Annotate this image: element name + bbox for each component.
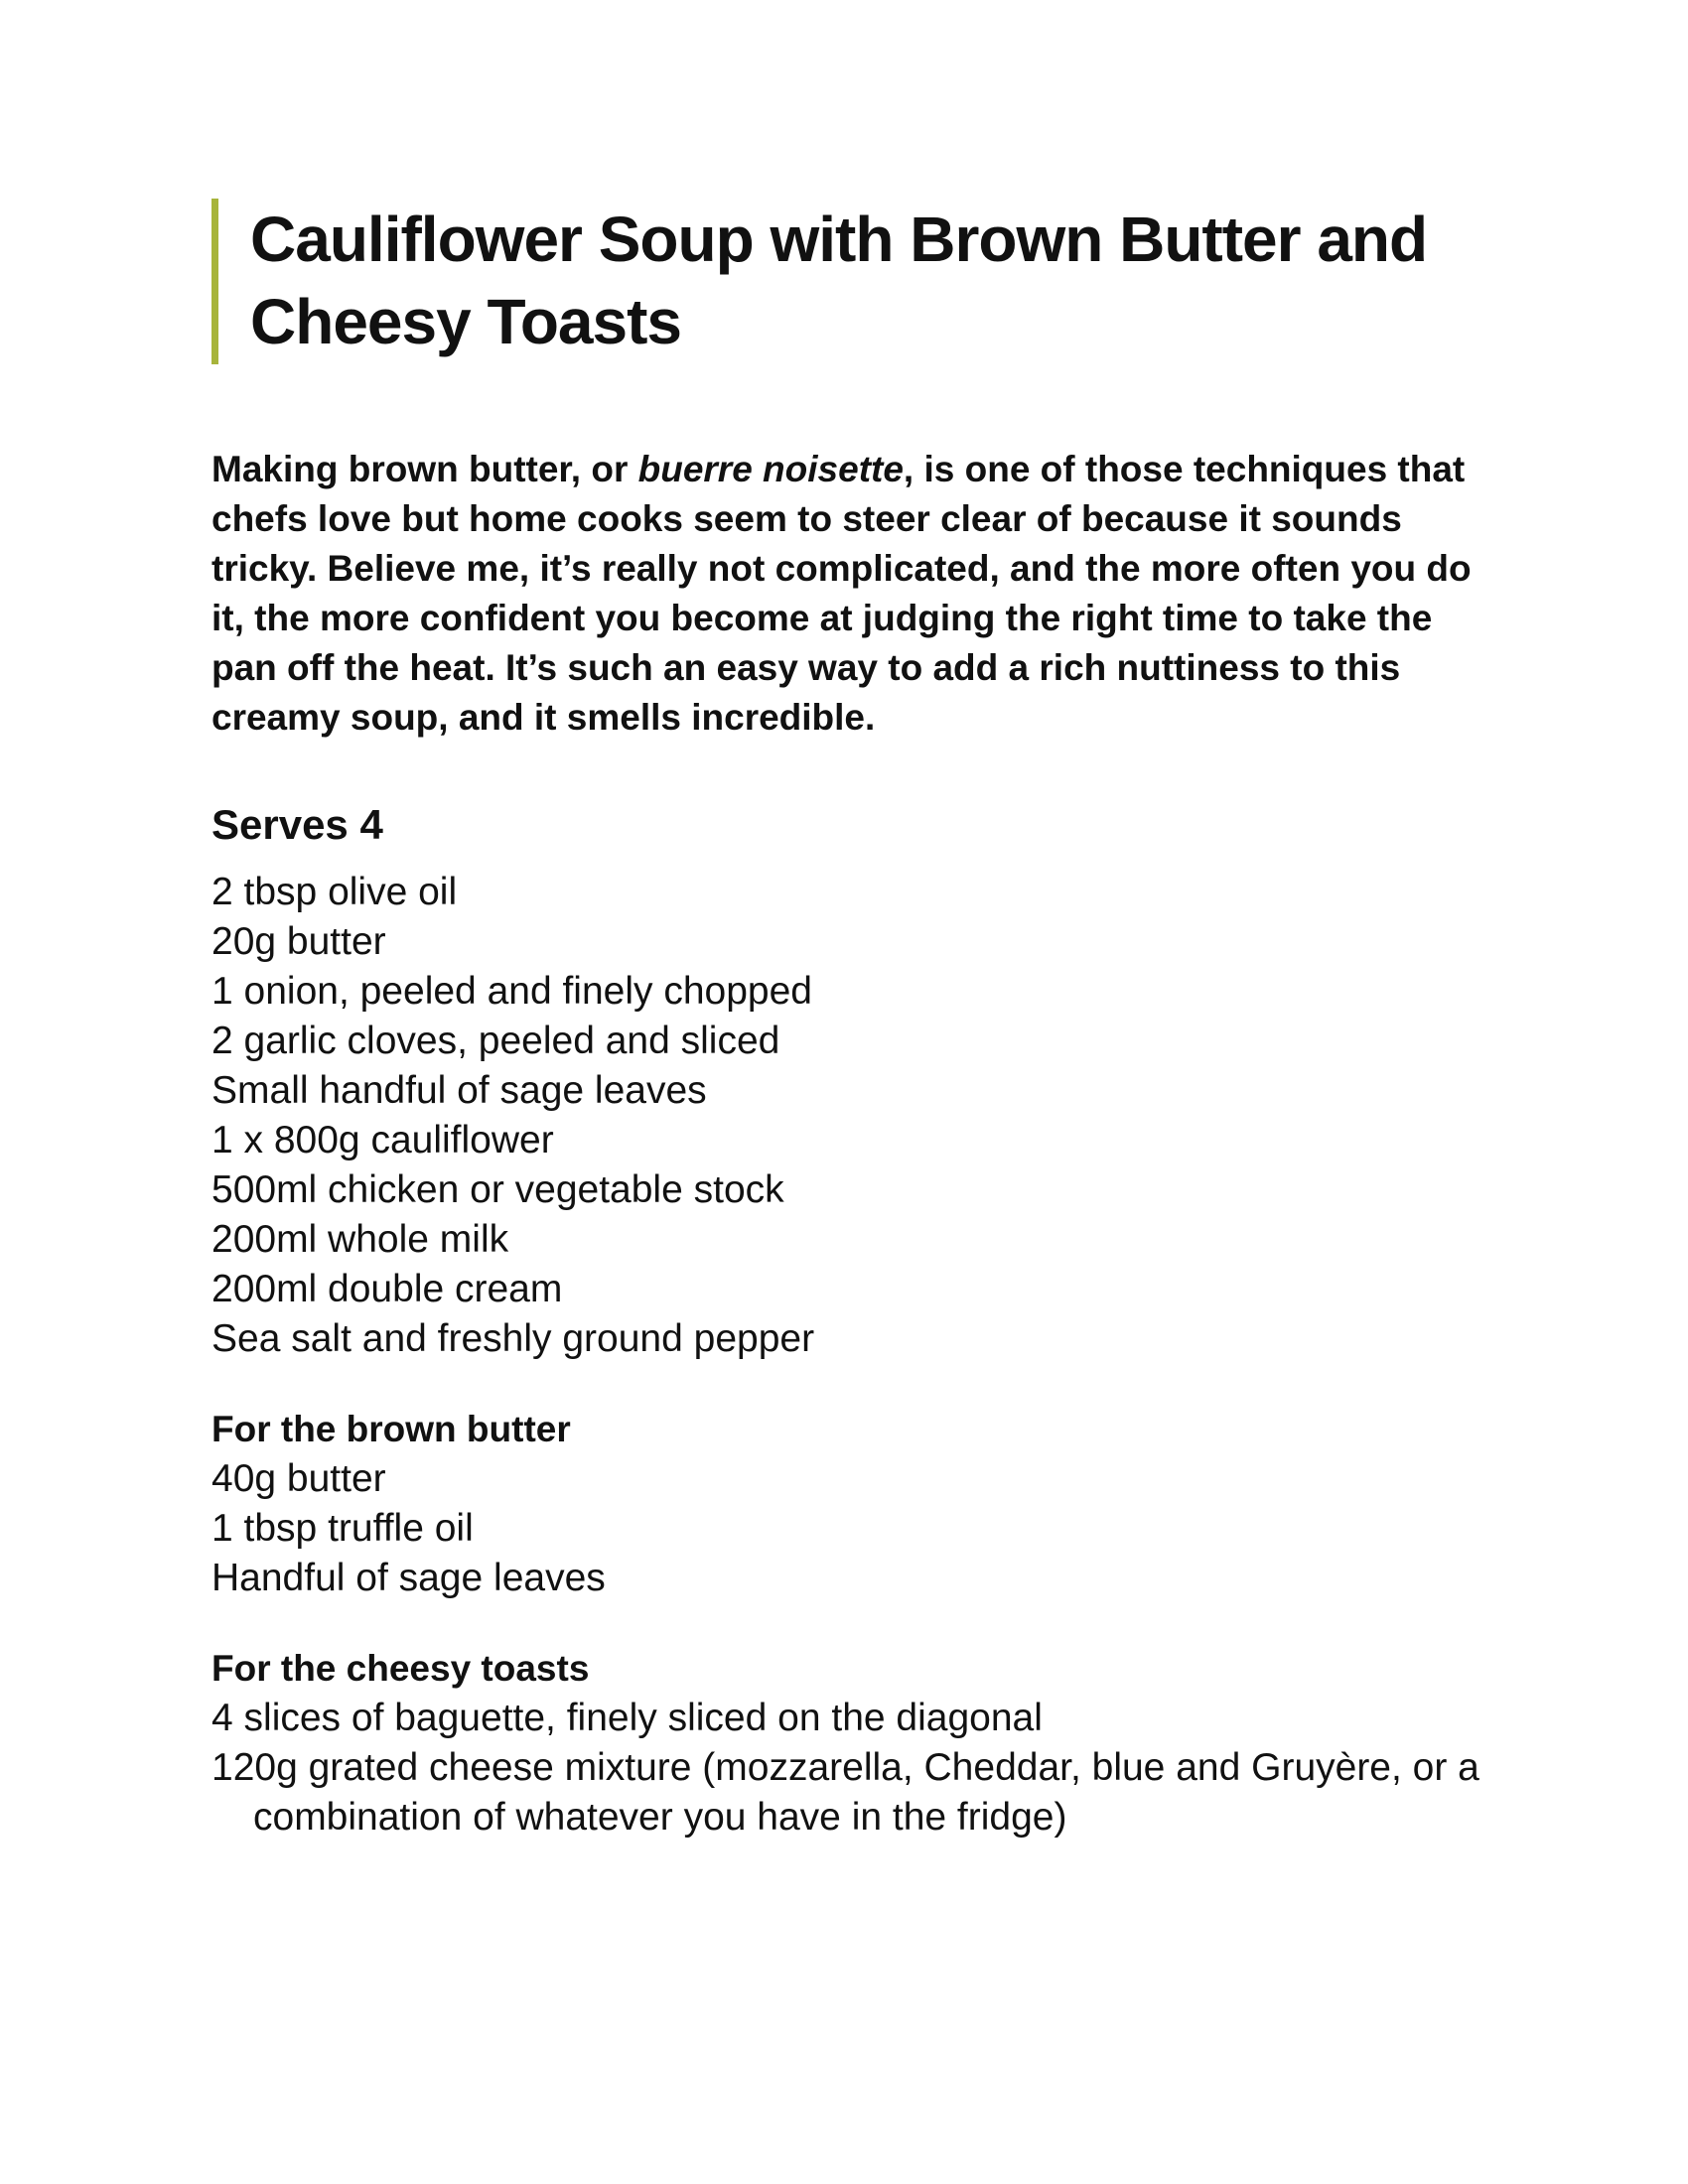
recipe-intro xyxy=(211,445,1492,743)
ingredient-list xyxy=(211,868,1502,1364)
ingredient-item: 1 tbsp truffle oil xyxy=(211,1507,474,1550)
intro-text-end: , is one of those techniques that chefs love but home cooks seem to steer clear of because it sounds tricky. Believe me, it’s really not complicated, and the more often you do it, the more confident you become at judging the right time to take the pan off the heat. It’s such an easy way to add a rich nuttiness to this creamy soup, and it smells incredible. xyxy=(211,449,1472,738)
ingredient-item: 200ml double cream xyxy=(211,1268,563,1310)
ingredient-item: 2 garlic cloves, peeled and sliced xyxy=(211,1020,780,1062)
ingredient-item: Small handful of sage leaves xyxy=(211,1069,707,1112)
brown-butter-heading: For the brown butter xyxy=(211,1409,571,1449)
intro-italic-term: buerre noisette xyxy=(637,449,904,489)
ingredient-item: 200ml whole milk xyxy=(211,1218,509,1261)
ingredient-item: 500ml chicken or vegetable stock xyxy=(211,1168,784,1211)
ingredient-item: 4 slices of baguette, finely sliced on the diagonal xyxy=(211,1697,1043,1739)
brown-butter-list xyxy=(211,1454,1502,1603)
ingredient-item: 1 x 800g cauliflower xyxy=(211,1119,554,1161)
title-block xyxy=(211,199,1502,363)
ingredient-item: Handful of sage leaves xyxy=(211,1557,606,1599)
intro-text-start: Making brown butter, or xyxy=(211,449,638,489)
serves-heading: Serves 4 xyxy=(211,801,383,848)
ingredient-item: 1 onion, peeled and finely chopped xyxy=(211,970,812,1013)
ingredient-item: 120g grated cheese mixture (mozzarella, Cheddar, blue and Gruyère, or a combination of whatever you have in the fridge) xyxy=(211,1746,1479,1839)
ingredient-item: 40g butter xyxy=(211,1457,386,1500)
recipe-page xyxy=(211,199,1502,1843)
cheesy-toasts-list xyxy=(211,1694,1502,1843)
ingredient-item: Sea salt and freshly ground pepper xyxy=(211,1317,815,1360)
ingredient-item: 2 tbsp olive oil xyxy=(211,871,458,913)
ingredient-item: 20g butter xyxy=(211,920,386,963)
recipe-title: Cauliflower Soup with Brown Butter and Cheesy Toasts xyxy=(250,204,1428,357)
cheesy-toasts-heading: For the cheesy toasts xyxy=(211,1648,590,1689)
accent-bar xyxy=(211,199,218,364)
